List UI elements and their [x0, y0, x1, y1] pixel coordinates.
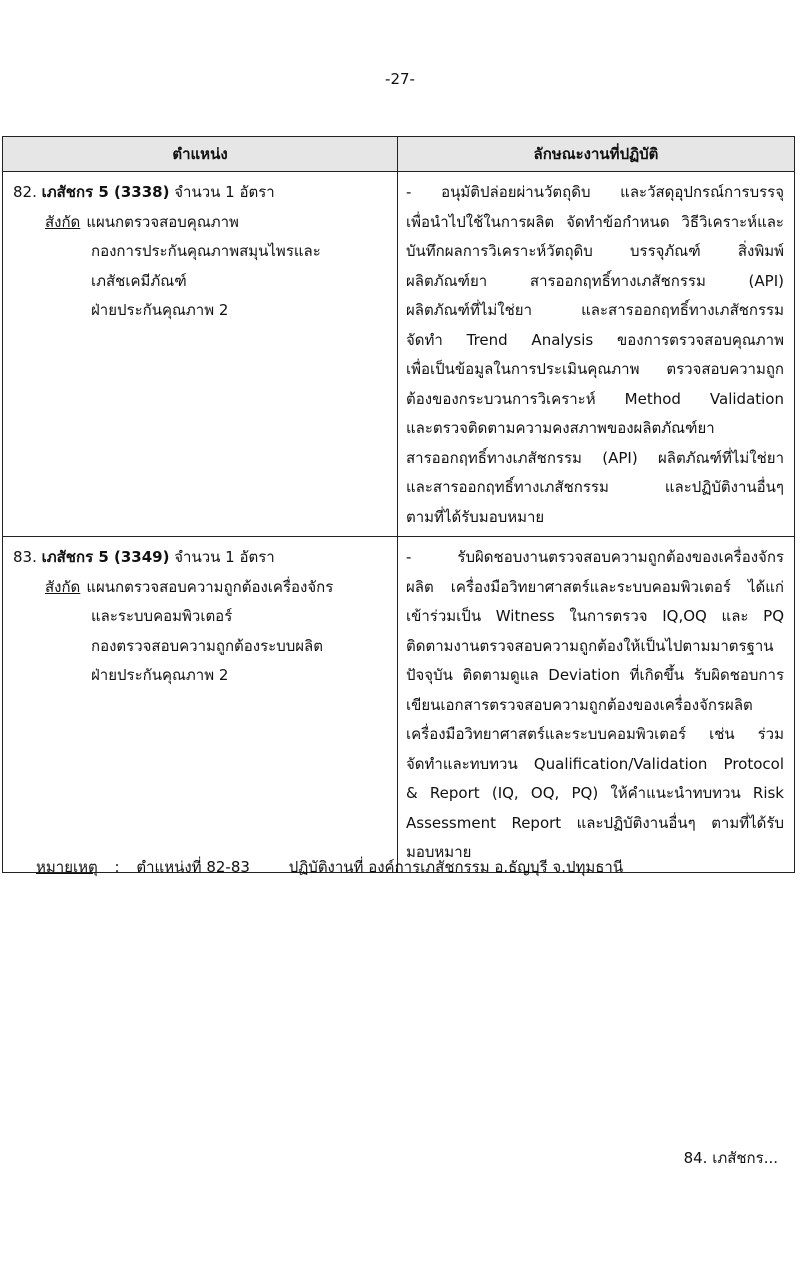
duty-line: ต้องของกระบวนการวิเคราะห์ Method Validation: [406, 389, 784, 408]
position-number: 82.: [13, 183, 37, 201]
position-quantity: จำนวน 1 อัตรา: [174, 548, 275, 566]
duty-line: ปัจจุบัน ติดตามดูแล Deviation ที่เกิดขึ้น รับผิดชอบการ: [406, 666, 784, 684]
note-separator: :: [114, 858, 120, 876]
affiliation-line: [13, 573, 389, 603]
position-cell: [3, 172, 398, 537]
positions-table: [2, 136, 795, 873]
duty-line: - อนุมัติปล่อยผ่านวัตถุดิบ และวัสดุอุปกรณ์การบรรจุ: [406, 183, 784, 201]
duty-line: - รับผิดชอบงานตรวจสอบความถูกต้องของเครื่องจักร: [406, 548, 784, 566]
position-title: [13, 543, 389, 573]
affiliation-unit: แผนกตรวจสอบคุณภาพ: [86, 212, 239, 231]
duty-line: ตามที่ได้รับมอบหมาย: [406, 507, 545, 526]
duty-line: ผลิตภัณฑ์ยา สารออกฤทธิ์ทางเภสัชกรรม (API): [406, 271, 784, 290]
affiliation-department: ฝ่ายประกันคุณภาพ 2: [91, 666, 229, 684]
duty-line: ผลิตภัณฑ์ที่ไม่ใช่ยา และสารออกฤทธิ์ทางเภสัชกรรม: [406, 301, 784, 319]
duty-line: และสารออกฤทธิ์ทางเภสัชกรรม และปฏิบัติงานอื่นๆ: [406, 478, 784, 496]
duty-line: เข้าร่วมเป็น Witness ในการตรวจ IQ,OQ และ PQ: [406, 607, 784, 625]
duty-line: สารออกฤทธิ์ทางเภสัชกรรม (API) ผลิตภัณฑ์ที่ไม่ใช่ยา: [406, 448, 784, 467]
position-number: 83.: [13, 548, 37, 566]
position-name: เภสัชกร 5 (3349): [41, 548, 170, 566]
affiliation-line: [13, 208, 389, 238]
header-position: ตำแหน่ง: [3, 137, 398, 172]
duty-line: และตรวจติดตามความคงสภาพของผลิตภัณฑ์ยา: [406, 419, 715, 437]
position-quantity: จำนวน 1 อัตรา: [174, 183, 275, 201]
duty-line: เครื่องมือวิทยาศาสตร์และระบบคอมพิวเตอร์ เช่น ร่วม: [406, 725, 784, 743]
header-duties: ลักษณะงานที่ปฏิบัติ: [398, 137, 795, 172]
note-text: ปฏิบัติงานที่ องค์การเภสัชกรรม อ.ธัญบุรี จ.ปทุมธานี: [288, 858, 624, 876]
duty-line: ผลิต เครื่องมือวิทยาศาสตร์และระบบคอมพิวเตอร์ ได้แก่: [406, 577, 784, 596]
duty-line: บันทึกผลการวิเคราะห์วัตถุดิบ บรรจุภัณฑ์ สิ่งพิมพ์: [406, 242, 784, 260]
duty-line: & Report (IQ, OQ, PQ) ให้คำแนะนำทบทวน Risk: [406, 784, 784, 802]
position-cell: [3, 537, 398, 873]
affiliation-division: กองตรวจสอบความถูกต้องระบบผลิต: [91, 636, 323, 655]
table-header-row: [3, 137, 795, 172]
affiliation-unit: แผนกตรวจสอบความถูกต้องเครื่องจักร: [86, 577, 334, 596]
table-row: [3, 537, 795, 873]
position-title: [13, 178, 389, 208]
table-row: [3, 172, 795, 537]
page-number: -27-: [385, 70, 415, 88]
duty-cell: [398, 537, 795, 873]
continuation-marker: 84. เภสัชกร...: [683, 1149, 778, 1167]
position-name: เภสัชกร 5 (3338): [41, 183, 170, 201]
duty-line: มอบหมาย: [406, 843, 472, 861]
affiliation-label: สังกัด: [45, 577, 81, 596]
duty-line: Assessment Report และปฏิบัติงานอื่นๆ ตามที่ได้รับ: [406, 813, 784, 832]
duty-line: ติดตามงานตรวจสอบความถูกต้องให้เป็นไปตามมาตรฐาน: [406, 636, 774, 655]
duty-line: เขียนเอกสารตรวจสอบความถูกต้องของเครื่องจักรผลิต: [406, 695, 753, 714]
footnote: [36, 855, 623, 879]
note-positions: ตำแหน่งที่ 82-83: [136, 858, 250, 876]
affiliation-department: ฝ่ายประกันคุณภาพ 2: [91, 301, 229, 319]
duty-line: จัดทำและทบทวน Qualification/Validation Protocol: [406, 754, 784, 773]
affiliation-division-cont: เภสัชเคมีภัณฑ์: [91, 271, 187, 290]
duty-line: เพื่อนำไปใช้ในการผลิต จัดทำข้อกำหนด วิธีวิเคราะห์และ: [406, 212, 784, 231]
duty-line: จัดทำ Trend Analysis ของการตรวจสอบคุณภาพ: [406, 330, 784, 349]
affiliation-label: สังกัด: [45, 212, 81, 231]
affiliation-unit-cont: และระบบคอมพิวเตอร์: [91, 607, 233, 625]
note-label: หมายเหตุ: [36, 858, 98, 876]
duty-line: เพื่อเป็นข้อมูลในการประเมินคุณภาพ ตรวจสอบความถูก: [406, 360, 784, 378]
affiliation-division: กองการประกันคุณภาพสมุนไพรและ: [91, 242, 321, 260]
duty-cell: [398, 172, 795, 537]
